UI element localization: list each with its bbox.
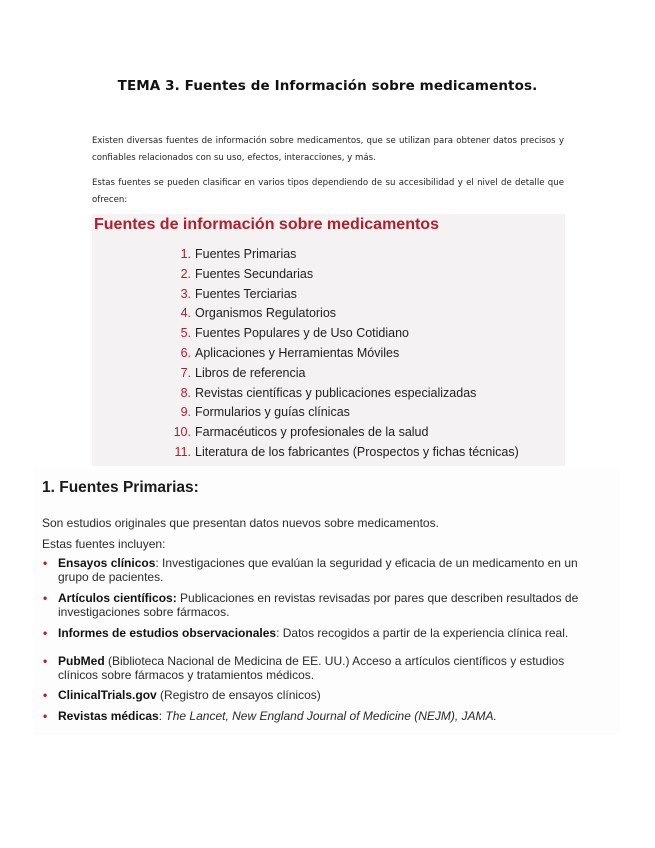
list-item [34,592,620,619]
item-number: 9. [180,405,191,420]
primary-sources-list [34,557,620,641]
list-item [170,285,519,305]
intro-paragraph: Estas fuentes se pueden clasificar en varios tipos dependiendo de su accesibilidad y el nivel de detalle que ofrecen: [92,178,564,205]
item-number: 7. [180,365,191,380]
list-item [170,344,519,364]
sources-list-figure [92,214,565,466]
item-label: Formularios y guías clínicas [195,405,350,420]
section-heading: 1. Fuentes Primarias: [42,479,199,496]
list-item [170,443,519,463]
list-item [170,245,519,265]
bullet-text: (Biblioteca Nacional de Medicina de EE. UU.) Acceso a artículos científicos y estudios clínicos sobre fármacos y tratamientos médicos. [58,654,565,682]
item-label: Fuentes Primarias [195,247,297,261]
item-number: 6. [180,345,191,360]
item-number: 8. [180,385,191,400]
bullet-term: ClinicalTrials.gov [58,688,157,702]
bullet-text: (Registro de ensayos clínicos) [156,688,321,702]
item-label: Revistas científicas y publicaciones especializadas [195,385,477,400]
item-number: 4. [180,306,191,321]
includes-label: Estas fuentes incluyen: [42,537,166,551]
item-number: 11. [174,444,191,459]
item-label: Fuentes Terciarias [195,286,297,301]
item-number: 10. [173,425,191,440]
bullet-term: Informes de estudios observacionales [58,626,277,640]
list-item [170,423,519,443]
list-item [170,304,519,324]
item-label: Farmacéuticos y profesionales de la salud [195,425,429,440]
list-item [170,324,519,344]
item-number: 3. [180,286,191,301]
bullet-text: : [158,708,166,723]
list-item [34,557,620,584]
item-label: Fuentes Secundarias [195,266,314,281]
list-item [170,364,519,384]
list-item [34,627,620,641]
list-item [34,710,620,724]
bullet-term: Artículos científicos: [58,591,177,605]
item-label: Aplicaciones y Herramientas Móviles [195,345,400,360]
bullet-term: Revistas médicas [58,708,159,723]
bullet-text: Publicaciones en revistas revisadas por pares que describen resultados de investigaciones sobre fármacos. [58,591,579,619]
bullet-icon: • [43,654,48,668]
bullet-text: : Investigaciones que evalúan la seguridad y eficacia de un medicamento en un grupo de pacientes. [58,556,578,584]
journal-names: The Lancet, New England Journal of Medicine (NEJM), JAMA. [165,708,497,723]
page-title: TEMA 3. Fuentes de Información sobre medicamentos. [117,78,538,94]
bullet-icon: • [43,688,48,702]
intro-paragraph: Existen diversas fuentes de información sobre medicamentos, que se utilizan para obtener datos precisos y confiables relacionados con su uso, efectos, interacciones, y más. [92,136,564,163]
sources-list [170,245,519,463]
item-label: Libros de referencia [195,365,306,380]
list-item [170,384,519,404]
primary-sources-figure [34,469,620,651]
list-item [34,689,620,703]
item-label: Literatura de los fabricantes (Prospectos y fichas técnicas) [195,444,519,459]
examples-list [34,655,620,723]
bullet-icon: • [43,591,48,605]
item-number: 1. [180,247,191,261]
list-item [170,265,519,285]
list-item [170,403,519,423]
primary-examples-figure [34,651,620,735]
bullet-icon: • [43,626,48,640]
item-number: 2. [180,266,191,281]
section-description: Son estudios originales que presentan datos nuevos sobre medicamentos. [42,516,439,530]
item-number: 5. [180,326,191,341]
bullet-term: PubMed [58,654,105,668]
bullet-icon: • [43,708,48,723]
bullet-icon: • [43,556,48,570]
bullet-term: Ensayos clínicos [58,556,156,570]
sources-list-heading: Fuentes de información sobre medicamentos [94,216,439,233]
item-label: Fuentes Populares y de Uso Cotidiano [195,326,410,341]
bullet-text: : Datos recogidos a partir de la experiencia clínica real. [276,626,569,640]
item-label: Organismos Regulatorios [195,306,337,321]
list-item [34,655,620,682]
